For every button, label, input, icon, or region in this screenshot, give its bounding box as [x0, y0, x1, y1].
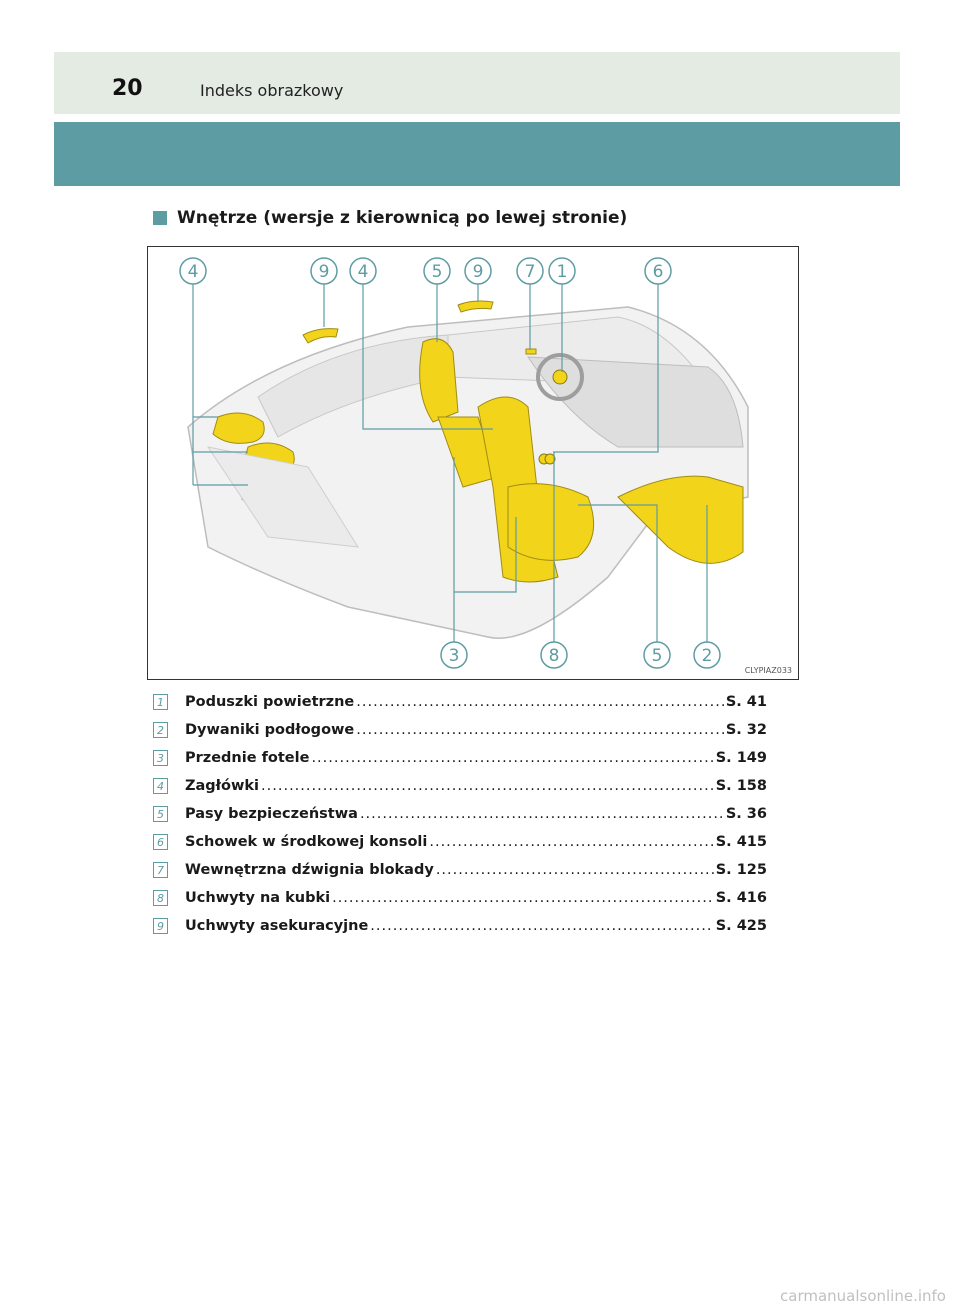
item-number: 3 — [153, 750, 168, 766]
dot-leader — [261, 778, 714, 794]
page-number: 20 — [112, 76, 143, 101]
callout-marker — [645, 258, 671, 284]
callout-marker — [541, 642, 567, 668]
dot-leader — [311, 750, 713, 766]
page-reference[interactable]: S. 32 — [725, 722, 767, 738]
header-band — [54, 52, 900, 114]
dot-leader — [370, 918, 713, 934]
page-reference[interactable]: S. 158 — [715, 778, 767, 794]
item-number: 6 — [153, 834, 168, 850]
callout-number: 3 — [448, 646, 460, 666]
page-reference[interactable]: S. 416 — [715, 890, 767, 906]
page-reference[interactable]: S. 149 — [715, 750, 767, 766]
item-number: 4 — [153, 778, 168, 794]
section-heading — [153, 206, 627, 230]
page-reference[interactable]: S. 415 — [715, 834, 767, 850]
item-label: Uchwyty asekuracyjne — [185, 918, 369, 934]
list-item — [153, 800, 767, 828]
list-item — [153, 912, 767, 940]
car-interior-drawing — [148, 247, 799, 680]
callout-marker — [441, 642, 467, 668]
list-item — [153, 744, 767, 772]
item-label: Schowek w środkowej konsoli — [185, 834, 428, 850]
list-item — [153, 772, 767, 800]
page-reference[interactable]: S. 41 — [725, 694, 767, 710]
dot-leader — [356, 722, 724, 738]
page-reference[interactable]: S. 425 — [715, 918, 767, 934]
item-number: 5 — [153, 806, 168, 822]
item-label: Uchwyty na kubki — [185, 890, 331, 906]
item-number: 7 — [153, 862, 168, 878]
item-number: 1 — [153, 694, 168, 710]
callout-marker — [694, 642, 720, 668]
callout-marker — [517, 258, 543, 284]
section-heading-text: Wnętrze (wersje z kierownicą po lewej stronie) — [177, 208, 628, 228]
dot-leader — [429, 834, 713, 850]
callout-number: 8 — [548, 646, 560, 666]
callout-marker — [644, 642, 670, 668]
callout-number: 9 — [472, 262, 484, 282]
list-item — [153, 856, 767, 884]
dot-leader — [436, 862, 714, 878]
dot-leader — [356, 694, 724, 710]
interior-illustration — [147, 246, 799, 680]
callout-number: 1 — [556, 262, 568, 282]
callout-number: 9 — [318, 262, 330, 282]
callout-marker — [311, 258, 337, 284]
dot-leader — [360, 806, 724, 822]
callout-number: 5 — [651, 646, 663, 666]
callout-marker — [424, 258, 450, 284]
callout-number: 5 — [431, 262, 443, 282]
callout-marker — [465, 258, 491, 284]
figure-code: CLYPIAZ033 — [744, 666, 792, 675]
item-label: Wewnętrzna dźwignia blokady — [185, 862, 434, 878]
callout-number: 4 — [357, 262, 369, 282]
callout-marker — [350, 258, 376, 284]
item-label: Przednie fotele — [185, 750, 310, 766]
watermark: carmanualsonline.info — [780, 1287, 946, 1305]
callout-marker — [549, 258, 575, 284]
item-label: Dywaniki podłogowe — [185, 722, 355, 738]
item-label: Zagłówki — [185, 778, 260, 794]
dot-leader — [332, 890, 714, 906]
callout-number: 4 — [187, 262, 199, 282]
callout-marker — [180, 258, 206, 284]
list-item — [153, 884, 767, 912]
item-number: 8 — [153, 890, 168, 906]
component-list — [153, 688, 767, 940]
list-item — [153, 828, 767, 856]
list-item — [153, 688, 767, 716]
section-banner — [54, 122, 900, 186]
item-number: 2 — [153, 722, 168, 738]
list-item — [153, 716, 767, 744]
item-number: 9 — [153, 918, 168, 934]
callout-number: 6 — [652, 262, 664, 282]
square-bullet-icon — [153, 211, 167, 225]
item-label: Poduszki powietrzne — [185, 694, 355, 710]
callout-number: 7 — [524, 262, 536, 282]
page-reference[interactable]: S. 36 — [725, 806, 767, 822]
header-title: Indeks obrazkowy — [200, 81, 344, 100]
callout-number: 2 — [701, 646, 713, 666]
page-reference[interactable]: S. 125 — [715, 862, 767, 878]
item-label: Pasy bezpieczeństwa — [185, 806, 358, 822]
